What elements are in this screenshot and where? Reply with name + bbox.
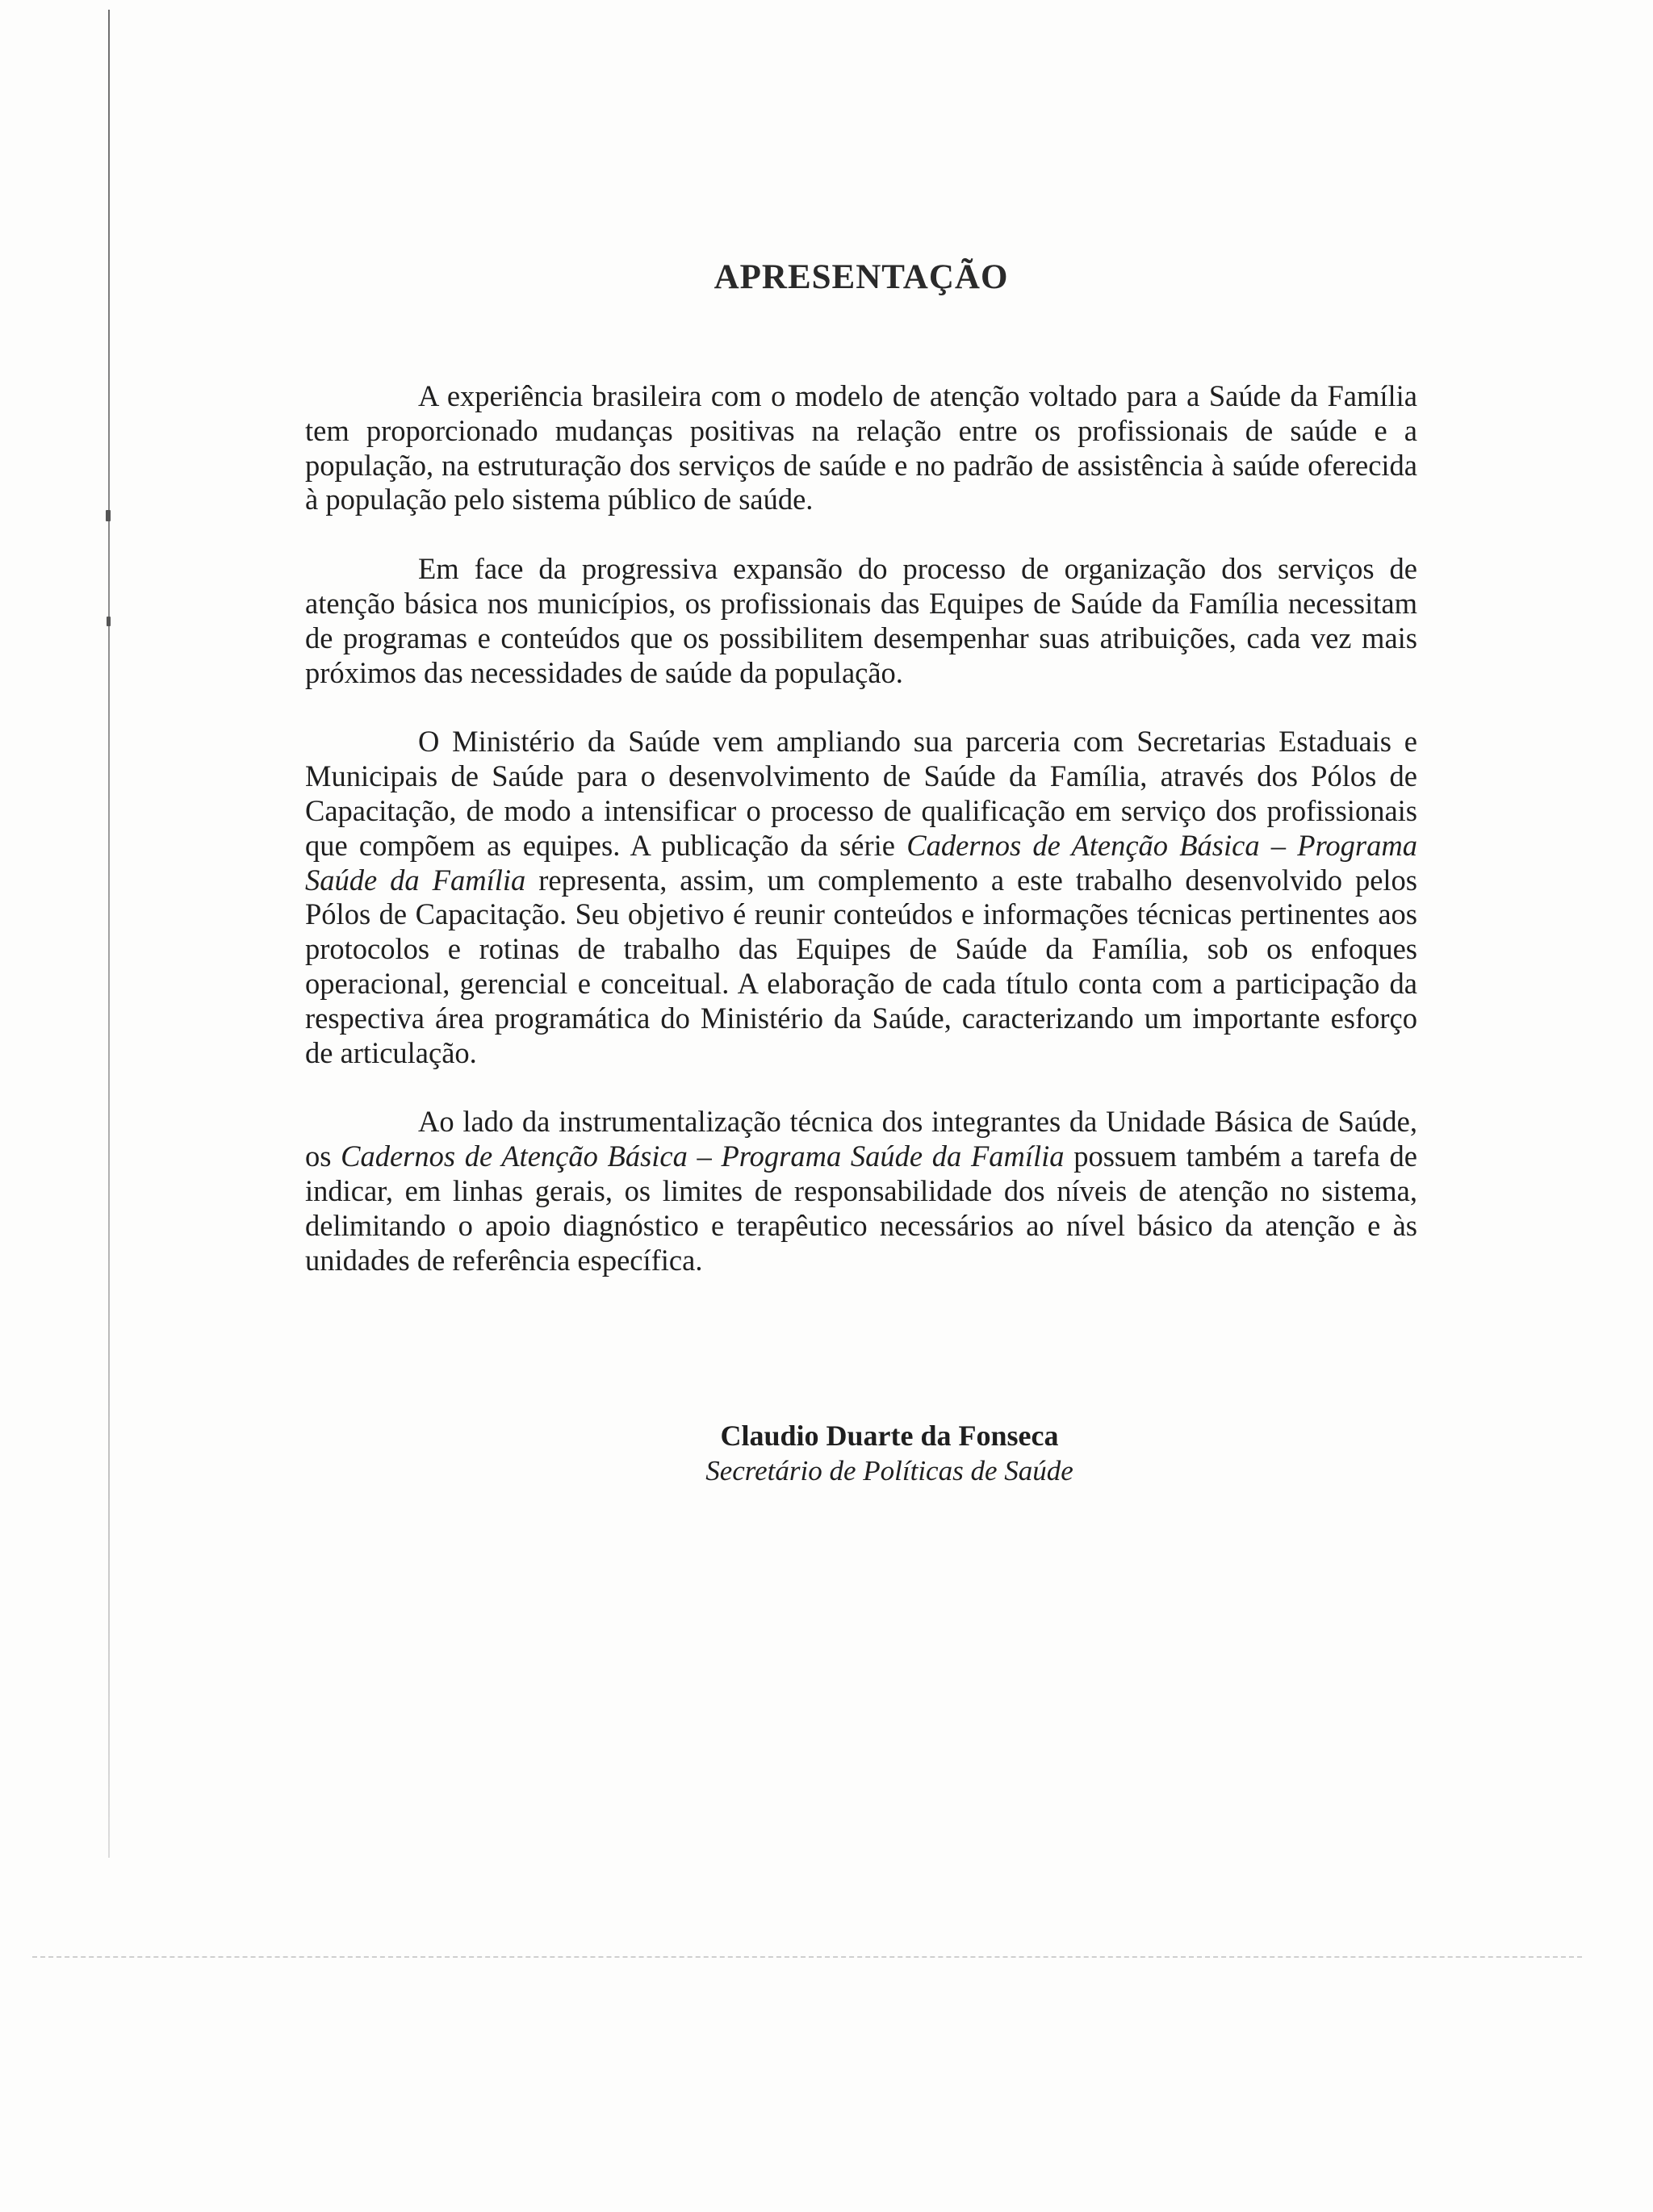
paragraph	[305, 552, 1417, 690]
paragraph	[305, 379, 1417, 517]
paragraph-text: O Ministério da Saúde vem ampliando sua parceria com Secretarias Estaduais e Municipais de Saúde para o desenvolvimento de Saúde da Família, através dos Pólos de Capacitação, de modo a intensificar o processo de qualificação em serviço dos profissionais que compõem as equipes. A publicação da série	[305, 725, 1417, 862]
paragraph-text: representa, assim, um complemento a este trabalho desenvolvido pelos Pólos de Capacitação. Seu objetivo é reunir conteúdos e informações técnicas pertinentes aos protocolos e rotinas de trabalho das Equipes de Saúde da Família, sob os enfoques operacional, gerencial e conceitual. A elaboração de cada título conta com a participação da respectiva área programática do Ministério da Saúde, caracterizando um importante esforço de articulação.	[305, 863, 1417, 1069]
paragraph-text: Ao lado da instrumentalização técnica dos integrantes da Unidade Básica de Saúde, os	[305, 1105, 1417, 1173]
page-title: APRESENTAÇÃO	[714, 257, 1009, 296]
scan-mark	[106, 510, 111, 521]
paragraph	[305, 1105, 1417, 1277]
signature-name: Claudio Duarte da Fonseca	[720, 1420, 1059, 1452]
italic-title-text: Cadernos de Atenção Básica – Programa Saúde da Família	[305, 828, 1417, 897]
italic-title-text: Cadernos de Atenção Básica – Programa Saúde da Família	[341, 1139, 1065, 1173]
signature-block	[305, 1418, 1417, 1489]
scan-mark	[107, 617, 111, 626]
paragraph-text: A experiência brasileira com o modelo de atenção voltado para a Saúde da Família tem proporcionado mudanças positivas na relação entre os profissionais de saúde e a população, na estruturação dos serviços de saúde e no padrão de assistência à saúde oferecida à população pelo sistema público de saúde.	[305, 379, 1417, 516]
scan-edge-left	[108, 10, 110, 1858]
paragraph-text: Em face da progressiva expansão do processo de organização dos serviços de atenção básica nos municípios, os profissionais das Equipes de Saúde da Família necessitam de programas e conteúdos que os possibilitem desempenhar suas atribuições, cada vez mais próximos das necessidades de saúde da população.	[305, 552, 1417, 689]
paragraph-text: possuem também a tarefa de indicar, em linhas gerais, os limites de responsabilidade dos níveis de atenção no sistema, delimitando o apoio diagnóstico e terapêutico necessários ao nível básico da atenção e às unidades de referência específica.	[305, 1139, 1417, 1277]
signature-role: Secretário de Políticas de Saúde	[705, 1455, 1073, 1487]
scan-bottom-line	[32, 1956, 1582, 1958]
body-text	[305, 379, 1417, 1312]
paragraph	[305, 725, 1417, 1070]
